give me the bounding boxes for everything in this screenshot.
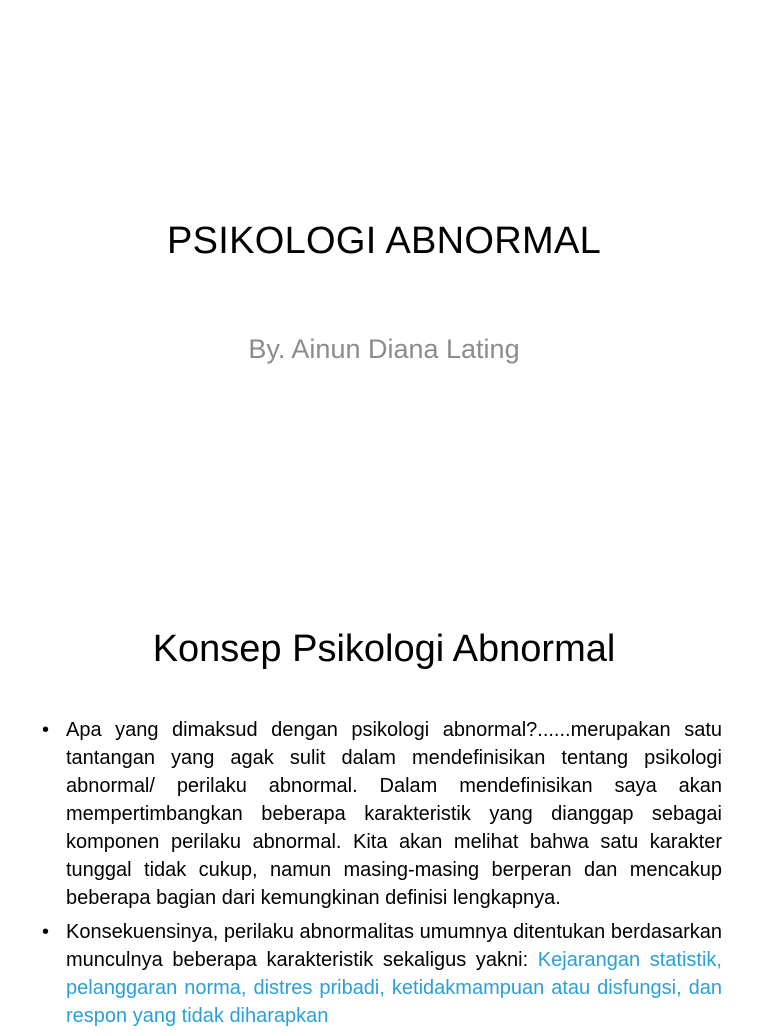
bullet-dot-icon: • [42, 921, 50, 943]
bullet-dot-icon: • [42, 719, 50, 741]
bullet-text: Konsekuensinya, perilaku abnormalitas umumnya ditentukan berdasarkan munculnya beberapa karakteristik sekaligus yakni: [66, 921, 722, 971]
bullet-text: Apa yang dimaksud dengan psikologi abnormal?......merupakan satu tantangan yang agak sulit dalam mendefinisikan tentang psikologi abnormal/ perilaku abnormal. Dalam mendefinisikan saya akan mempertimbangkan beberapa karakteristik yang dianggap sebagai komponen perilaku abnormal. Kita akan melihat bahwa satu karakter tunggal tidak cukup, namun masing-masing berperan dan mencakup beberapa bagian dari kemungkinan definisi lengkapnya. [66, 719, 722, 909]
bullet-list [40, 716, 722, 1036]
bullet-item-definition [40, 716, 722, 912]
slide-title-heading: PSIKOLOGI ABNORMAL [166, 220, 602, 262]
slide-subtitle-author: By. Ainun Diana Lating [248, 334, 520, 364]
bullet-item-consequence [40, 918, 722, 1030]
slide-concept [0, 576, 768, 1027]
bullet-highlight-text: Kejarangan statistik, pelanggaran norma, distres pribadi, ketidakmampuan atau disfungsi, dan respon yang tidak diharapkan [66, 949, 722, 1027]
slide-concept-heading: Konsep Psikologi Abnormal [152, 628, 616, 670]
